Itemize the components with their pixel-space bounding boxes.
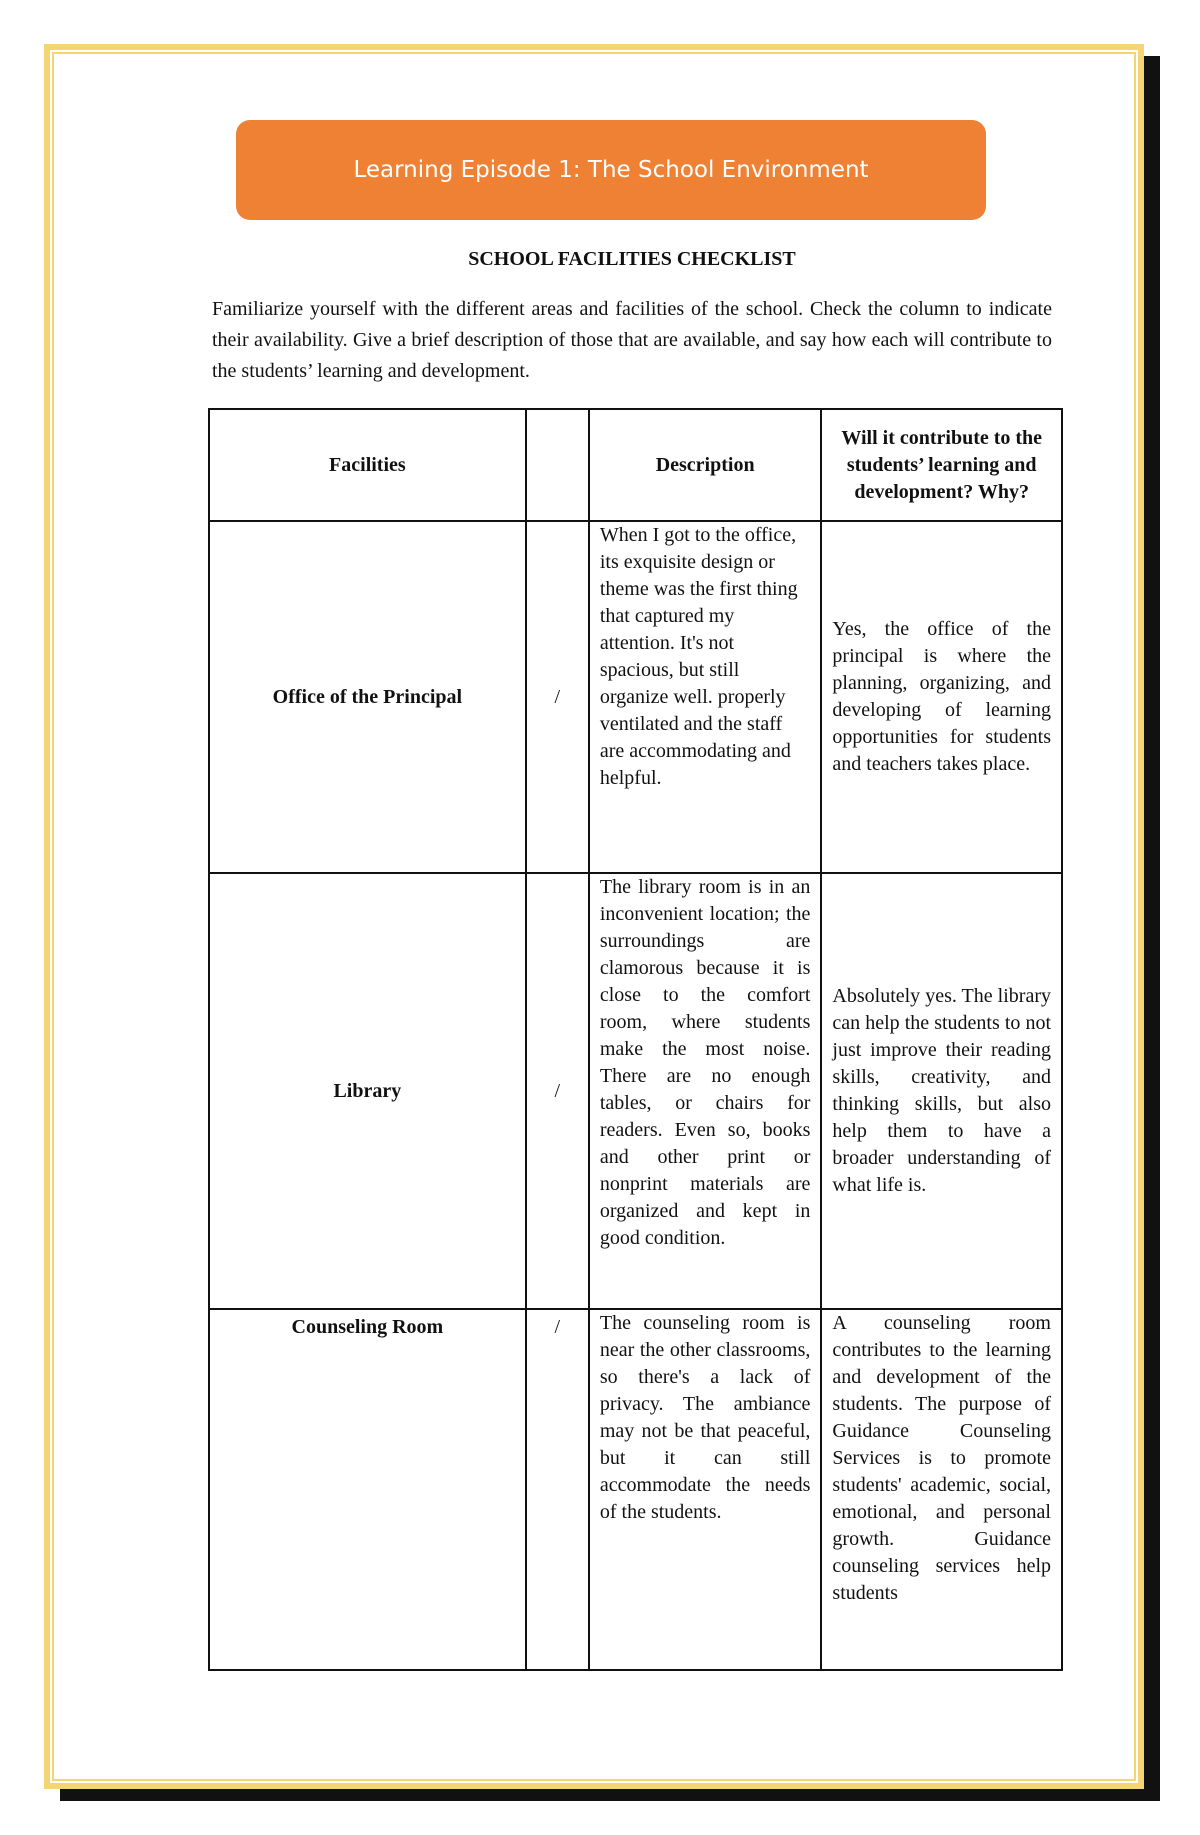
facility-description: The library room is in an inconvenient location; the surroundings are clamorous because it is close to the comfort room, where students make the most noise. There are no enough tables, or chairs for readers. Even so, books and other print or nonprint materials are organized and kept in good condition.	[589, 873, 822, 1309]
facilities-table	[208, 408, 1063, 1671]
facility-description: When I got to the office, its exquisite design or theme was the first thing that captured my attention. It's not spacious, but still organize well. properly ventilated and the staff are accommodating and helpful.	[589, 521, 822, 873]
facility-contribution: A counseling room contributes to the learning and development of the students. The purpose of Guidance Counseling Services is to promote students' academic, social, emotional, and personal growth. Guidance counseling services help students	[821, 1309, 1062, 1670]
facility-name: Office of the Principal	[209, 521, 526, 873]
header-contribution: Will it contribute to the students’ learning and development? Why?	[821, 409, 1062, 521]
header-facilities: Facilities	[209, 409, 526, 521]
availability-check: /	[526, 873, 589, 1309]
availability-check: /	[526, 1309, 589, 1670]
table-header-row	[209, 409, 1062, 521]
header-check	[526, 409, 589, 521]
table-row	[209, 1309, 1062, 1670]
facility-name: Counseling Room	[209, 1309, 526, 1670]
facility-contribution: Yes, the office of the principal is where the planning, organizing, and developing of learning opportunities for students and teachers takes place.	[821, 521, 1062, 873]
checklist-heading: SCHOOL FACILITIES CHECKLIST	[468, 248, 796, 270]
table-row	[209, 521, 1062, 873]
instructions-paragraph: Familiarize yourself with the different areas and facilities of the school. Check the column to indicate their availability. Give a brief description of those that are available, and say how each will contribute to the students’ learning and development.	[212, 298, 1052, 382]
availability-check: /	[526, 521, 589, 873]
facility-contribution: Absolutely yes. The library can help the students to not just improve their reading skills, creativity, and thinking skills, but also help them to have a broader understanding of what life is.	[821, 873, 1062, 1309]
facility-name: Library	[209, 873, 526, 1309]
episode-banner	[236, 120, 986, 220]
header-description: Description	[589, 409, 822, 521]
facility-description: The counseling room is near the other classrooms, so there's a lack of privacy. The ambiance may not be that peaceful, but it can still accommodate the needs of the students.	[589, 1309, 822, 1670]
table-row	[209, 873, 1062, 1309]
episode-title: Learning Episode 1: The School Environment	[353, 157, 869, 183]
